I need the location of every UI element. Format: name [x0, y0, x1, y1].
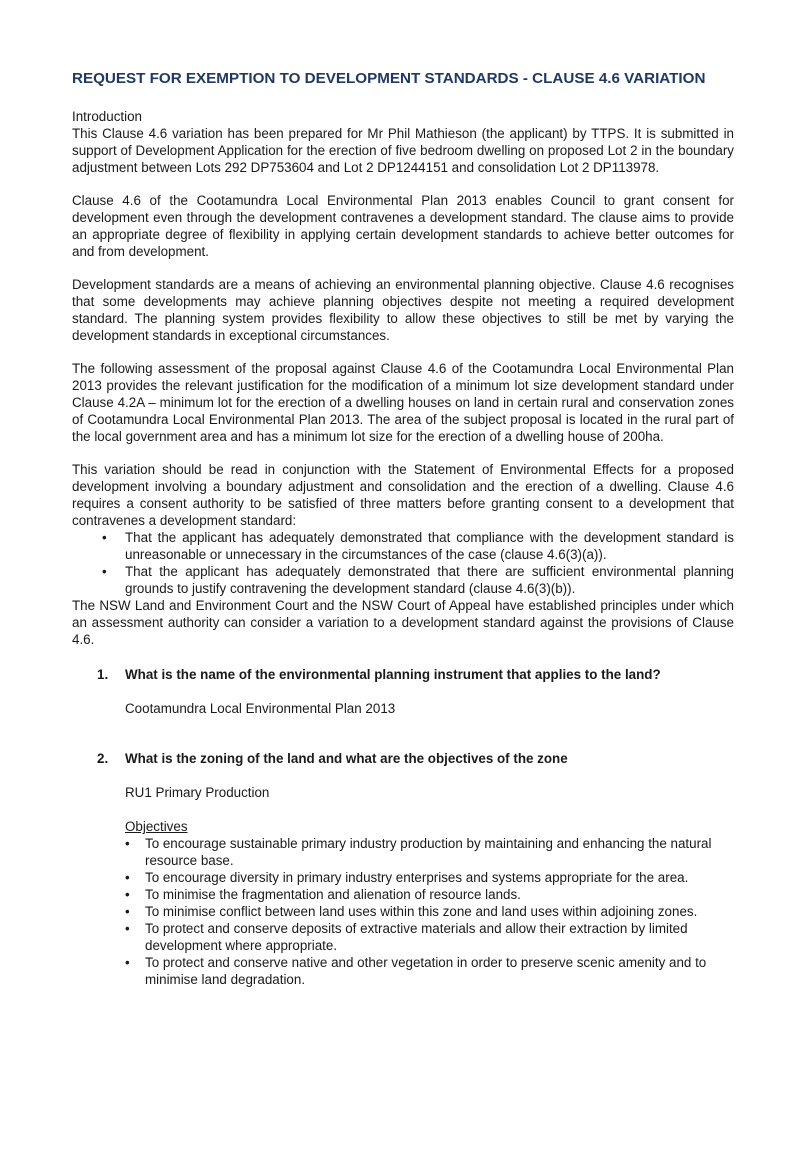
list-item: • That the applicant has adequately demonstrated that there are sufficient environmental planning grounds to justify contravening the development standard (clause 4.6(3)(b)). [102, 564, 734, 596]
bullet-icon: • [125, 870, 130, 885]
document-page [72, 70, 734, 988]
objectives-heading: Objectives [125, 819, 188, 834]
answer-1: Cootamundra Local Environmental Plan 2013 [125, 701, 396, 716]
bullet-icon: • [125, 955, 130, 970]
paragraph: The NSW Land and Environment Court and the NSW Court of Appeal have established principles under which an assessment authority can consider a variation to a development standard against the provisions of Clause 4.6. [72, 598, 734, 647]
list-item: • That the applicant has adequately demonstrated that compliance with the development standard is unreasonable or unnecessary in the circumstances of the case (clause 4.6(3)(a)). [102, 530, 734, 562]
criteria-list [72, 529, 734, 597]
document-title: REQUEST FOR EXEMPTION TO DEVELOPMENT STANDARDS - CLAUSE 4.6 VARIATION [72, 70, 706, 87]
question-2: 2. What is the zoning of the land and what are the objectives of the zone [97, 751, 568, 766]
paragraph: Clause 4.6 of the Cootamundra Local Environmental Plan 2013 enables Council to grant consent for development even through the development contravenes a development standard. The clause aims to provide an appropriate degree of flexibility in applying certain development standards to achieve better outcomes for and from development. [72, 193, 734, 259]
paragraph: The following assessment of the proposal against Clause 4.6 of the Cootamundra Local Environmental Plan 2013 provides the relevant justification for the modification of a minimum lot size development standard under Clause 4.2A – minimum lot for the erection of a dwelling houses on land in certain rural and conservation zones of Cootamundra Local Environmental Plan 2013. The area of the subject proposal is located in the rural part of the local government area and has a minimum lot size for the erection of a dwelling house of 200ha. [72, 361, 734, 444]
answer-2: RU1 Primary Production [125, 785, 270, 800]
paragraph: This Clause 4.6 variation has been prepared for Mr Phil Mathieson (the applicant) by TTPS. It is submitted in support of Development Application for the erection of five bedroom dwelling on proposed Lot 2 in the boundary adjustment between Lots 292 DP753604 and Lot 2 DP1244151 and consolidation Lot 2 DP113978. [72, 126, 734, 175]
question-1: 1. What is the name of the environmental planning instrument that applies to the land? [97, 667, 661, 682]
list-item: • To encourage sustainable primary industry production by maintaining and enhancing the natural resource base. [125, 836, 712, 868]
intro-heading: Introduction [72, 109, 142, 124]
paragraph: This variation should be read in conjunction with the Statement of Environmental Effects for a proposed development involving a boundary adjustment and consolidation and the erection of a dwelling. Clause 4.6 requires a consent authority to be satisfied of three matters before granting consent to a development that contravenes a development standard: [72, 462, 734, 528]
paragraph: Development standards are a means of achieving an environmental planning objective. Clause 4.6 recognises that some developments may achieve planning objectives despite not meeting a required development standard. The planning system provides flexibility to allow these objectives to still be met by varying the development standards in exceptional circumstances. [72, 277, 734, 343]
objectives-list [72, 835, 734, 988]
list-item: • To minimise conflict between land uses within this zone and land uses within adjoining zones. [125, 904, 698, 919]
list-item: • To protect and conserve deposits of extractive materials and allow their extraction by limited development where appropriate. [125, 921, 688, 953]
bullet-icon: • [102, 530, 107, 545]
list-item: • To protect and conserve native and other vegetation in order to preserve scenic amenity and to minimise land degradation. [125, 955, 707, 987]
list-item: • To minimise the fragmentation and alienation of resource lands. [125, 887, 521, 902]
bullet-icon: • [125, 921, 130, 936]
bullet-icon: • [125, 836, 130, 851]
bullet-icon: • [102, 564, 107, 579]
list-item: • To encourage diversity in primary industry enterprises and systems appropriate for the area. [125, 870, 689, 885]
bullet-icon: • [125, 887, 130, 902]
bullet-icon: • [125, 904, 130, 919]
